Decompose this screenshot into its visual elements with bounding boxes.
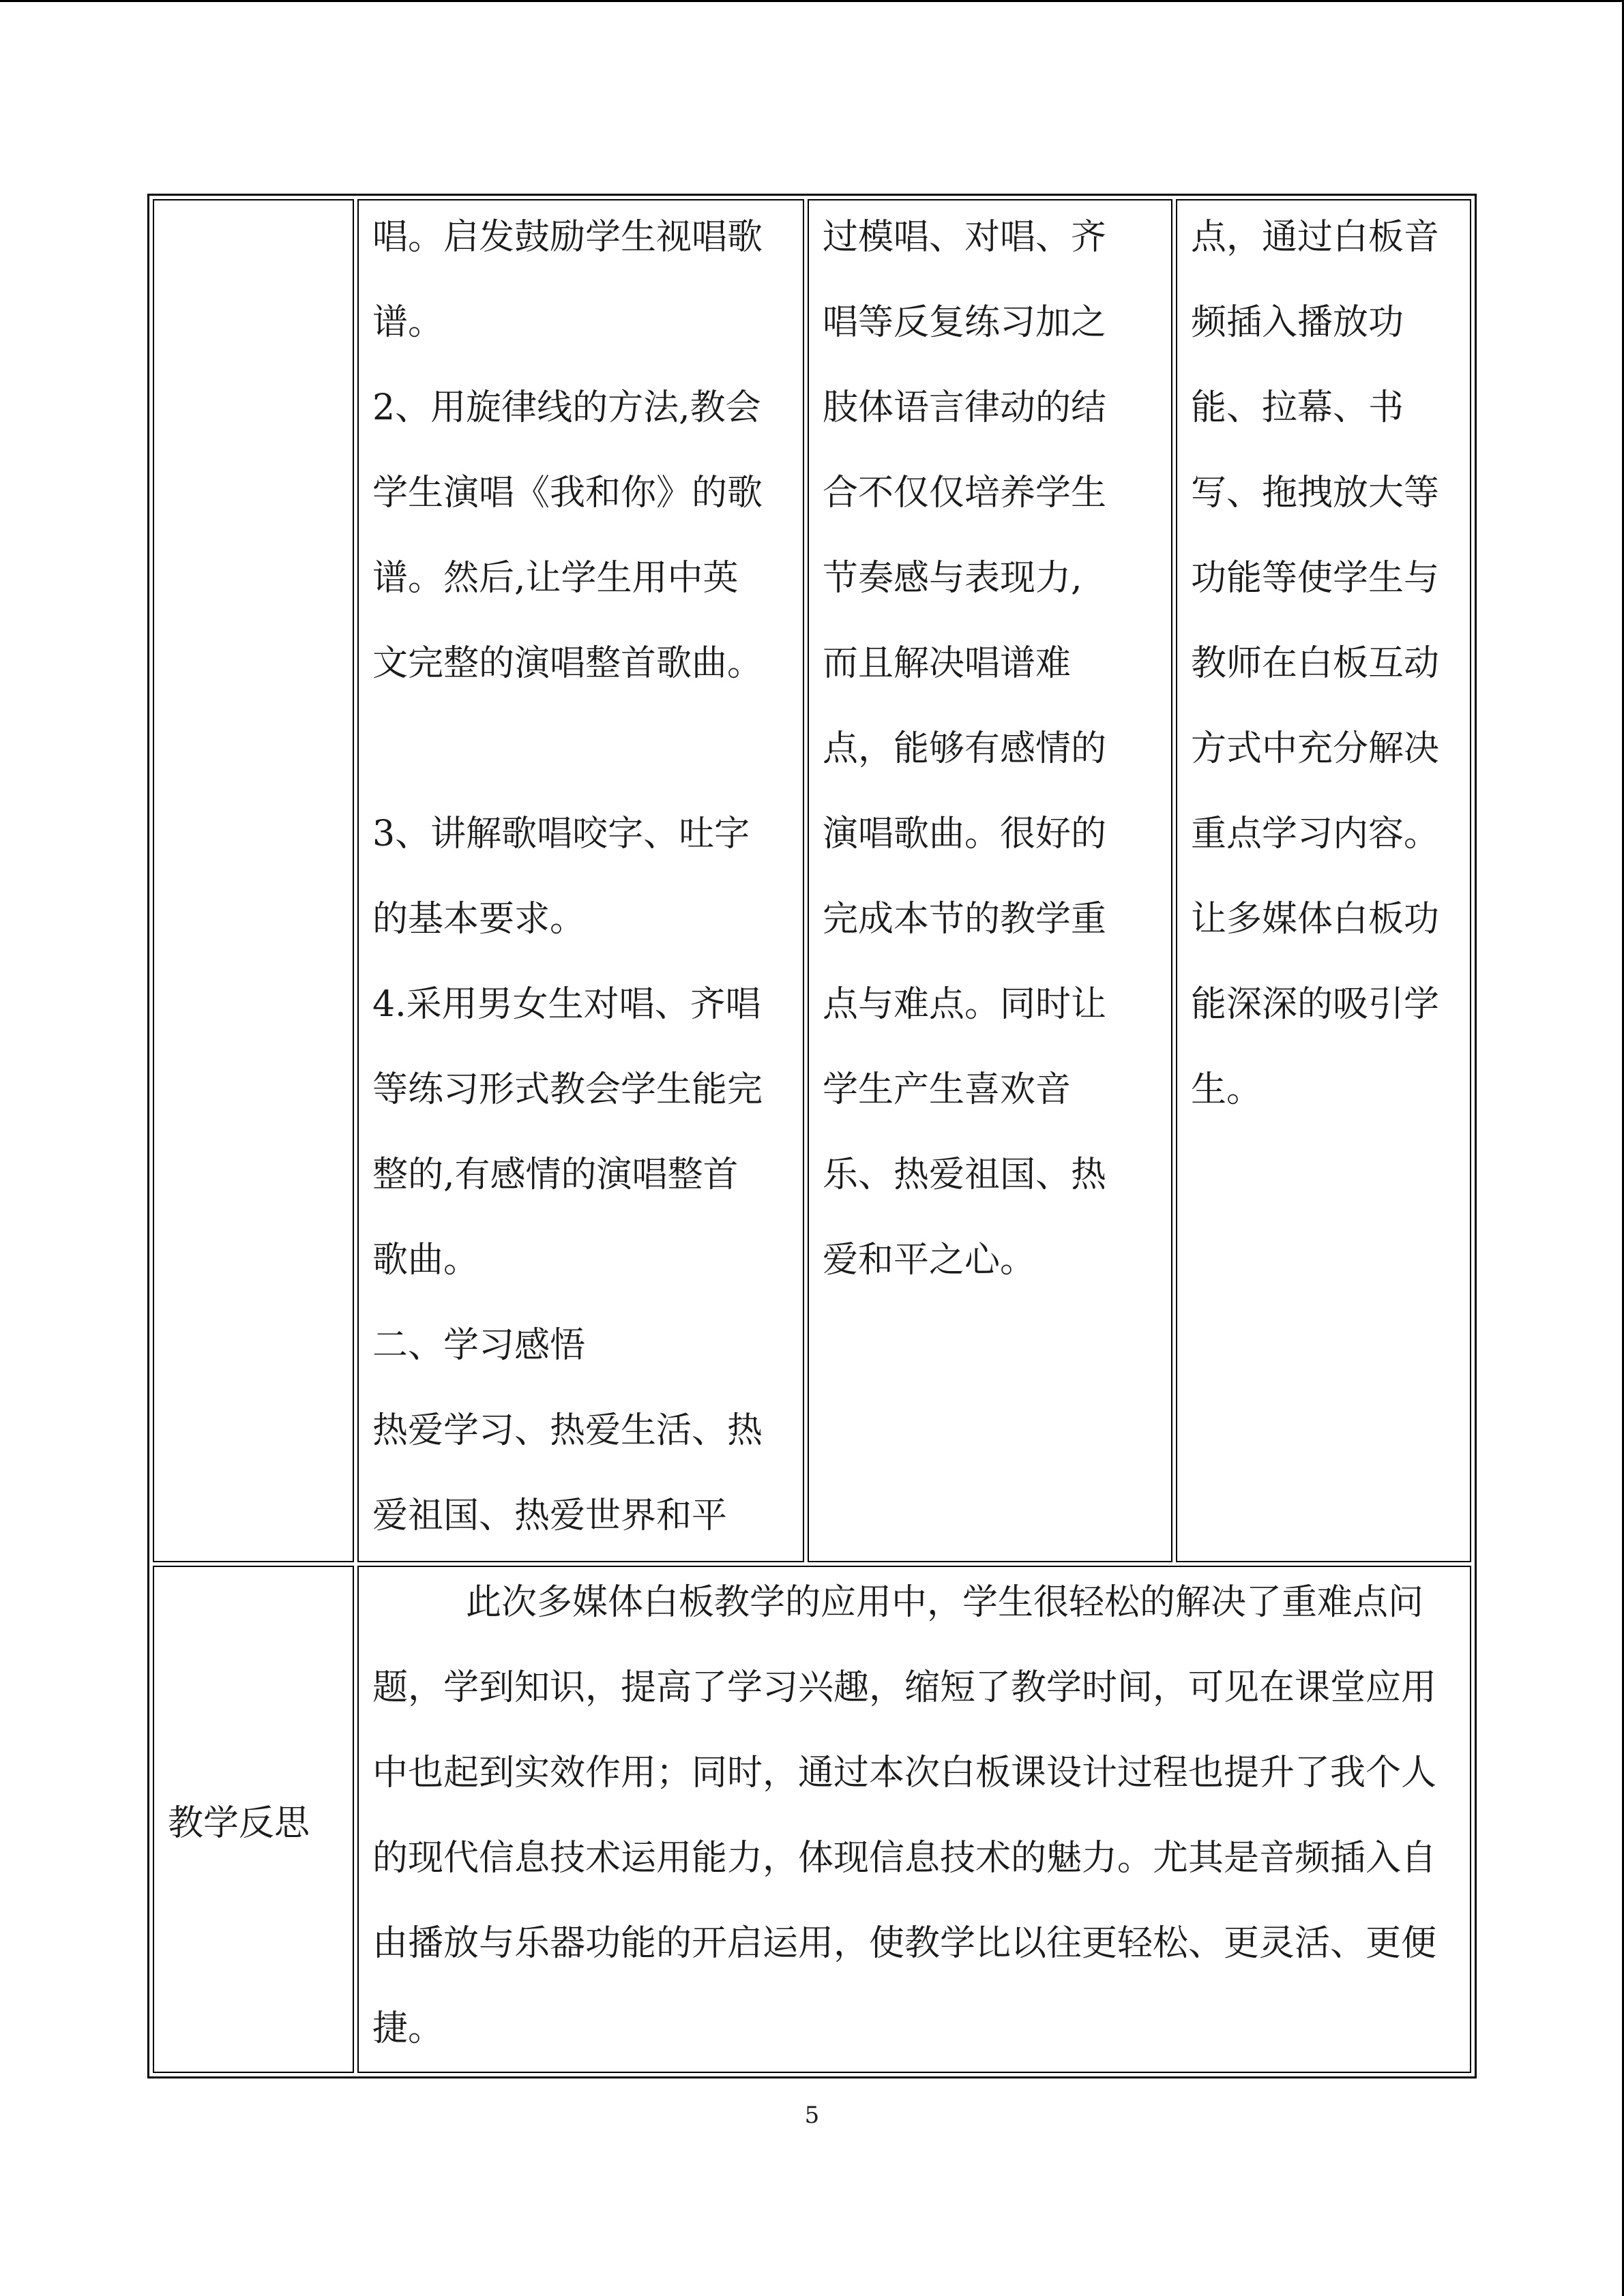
cell-line — [372, 706, 796, 792]
cell-line: 重点学习内容。 — [1191, 814, 1440, 854]
cell-line: 能、拉幕、书 — [1191, 387, 1404, 428]
cell-line: 学生演唱《我和你》的歌 — [372, 473, 763, 513]
cell-line: 唱等反复练习加之 — [823, 302, 1107, 343]
cell-line: 而且解决唱谱难 — [823, 643, 1072, 684]
cell-line: 过模唱、对唱、齐 — [823, 217, 1107, 258]
teaching-process-text — [359, 195, 803, 1559]
cell-line: 生。 — [1191, 1069, 1263, 1110]
cell-line: 等练习形式教会学生能完 — [372, 1069, 763, 1110]
page-top-border — [0, 0, 1624, 2]
cell-line: 功能等使学生与 — [1191, 558, 1440, 599]
cell-line: 谱。然后,让学生用中英 — [372, 558, 739, 599]
cell-line: 文完整的演唱整首歌曲。 — [372, 643, 763, 684]
cell-line: 方式中充分解决 — [1191, 728, 1440, 769]
cell-line: 频插入播放功 — [1191, 302, 1404, 343]
cell-line: 让多媒体白板功 — [1191, 899, 1440, 940]
teaching-process-cell — [357, 199, 804, 1562]
cell-line: 爱祖国、热爱世界和平 — [372, 1495, 728, 1536]
reflection-paragraph: 此次多媒体白板教学的应用中，学生很轻松的解决了重难点问题，学到知识，提高了学习兴趣，缩短了教学时间，可见在课堂应用中也起到实效作用；同时，通过本次白板课设计过程也提升了我个人的现代信息技术运用能力，体现信息技术的魅力。尤其是音频插入自由播放与乐器功能的开启运用，使教学比以往更轻松、更灵活、更便捷。 — [372, 1582, 1437, 2049]
cell-line: 乐、热爱祖国、热 — [823, 1154, 1107, 1195]
reflection-content-cell — [357, 1566, 1471, 2073]
cell-line: 整的,有感情的演唱整首 — [372, 1154, 739, 1195]
cell-line: 合不仅仅培养学生 — [823, 473, 1107, 513]
cell-line: 完成本节的教学重 — [823, 899, 1107, 940]
cell-line: 点与难点。同时让 — [823, 984, 1107, 1025]
cell-line: 3、讲解歌唱咬字、吐字 — [372, 814, 750, 854]
row-label-cell-empty — [153, 199, 354, 1562]
page-number: 5 — [804, 2102, 820, 2129]
cell-line: 学生产生喜欢音 — [823, 1069, 1072, 1110]
lesson-plan-table — [147, 194, 1477, 2078]
cell-line: 点，能够有感情的 — [823, 728, 1107, 769]
cell-line: 的基本要求。 — [372, 899, 586, 940]
cell-line: 爱和平之心。 — [823, 1240, 1036, 1281]
design-intent-text — [809, 195, 1171, 1303]
table-row — [153, 199, 1471, 1562]
cell-line: 歌曲。 — [372, 1240, 479, 1281]
design-intent-cell — [808, 199, 1172, 1562]
table-row — [153, 1566, 1471, 2073]
cell-line: 教师在白板互动 — [1191, 643, 1440, 684]
whiteboard-function-text — [1177, 195, 1470, 1133]
cell-line: 能深深的吸引学 — [1191, 984, 1440, 1025]
cell-line: 肢体语言律动的结 — [823, 387, 1107, 428]
cell-line: 2、用旋律线的方法,教会 — [372, 387, 761, 428]
cell-line: 4.采用男女生对唱、齐唱 — [372, 984, 761, 1025]
cell-line: 演唱歌曲。很好的 — [823, 814, 1107, 854]
whiteboard-function-cell — [1176, 199, 1471, 1562]
reflection-label: 教学反思 — [153, 1566, 354, 2073]
cell-line: 唱。启发鼓励学生视唱歌 — [372, 217, 763, 258]
cell-line: 写、拖拽放大等 — [1191, 473, 1440, 513]
cell-line: 谱。 — [372, 302, 444, 343]
cell-line: 节奏感与表现力, — [823, 558, 1082, 599]
cell-line: 热爱学习、热爱生活、热 — [372, 1410, 763, 1451]
cell-line: 点，通过白板音 — [1191, 217, 1440, 258]
cell-line: 二、学习感悟 — [372, 1325, 586, 1366]
